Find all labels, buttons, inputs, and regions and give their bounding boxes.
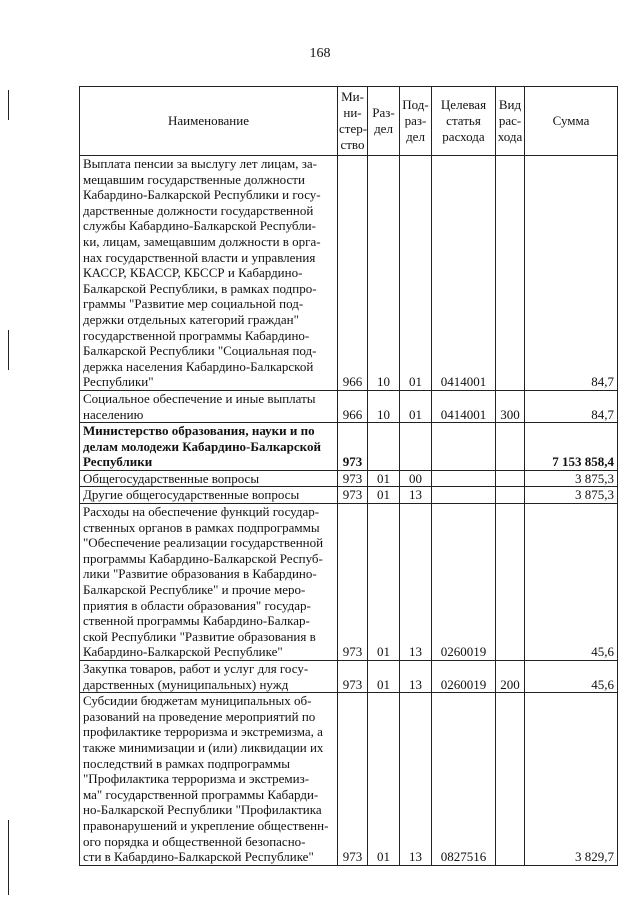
cell-section: 01 [368,504,400,661]
cell-name: Субсидии бюджетам муниципальных об- разований на проведение мероприятий по профилактике терроризма и экстремизма, а также минимизации и (или) ликвидации их последствий в рамках подпрограммы "Профилактика терроризма и экстремиз- ма" государственной программы Кабарди- но-Балкарской Республики "Профилактика правонарушений и укрепление общественн- ого порядка и общественной безопасно- сти в Кабардино-Балкарской Республике" [80,693,338,866]
header-section: Раз- дел [368,87,400,156]
cell-target [432,487,496,504]
header-subsection: Под- раз- дел [400,87,432,156]
cell-target [432,423,496,471]
table-body [80,156,618,866]
cell-sum: 84,7 [525,390,618,422]
cell-target: 0414001 [432,156,496,391]
margin-mark [8,820,9,895]
cell-name: Общегосударственные вопросы [80,470,338,487]
cell-subsection: 13 [400,661,432,693]
cell-ministry: 966 [338,390,368,422]
cell-target: 0260019 [432,661,496,693]
table-row [80,390,618,422]
cell-ministry: 973 [338,470,368,487]
cell-sum: 45,6 [525,504,618,661]
cell-section: 01 [368,661,400,693]
cell-ministry: 966 [338,156,368,391]
cell-section: 10 [368,390,400,422]
cell-section [368,423,400,471]
cell-name: Министерство образования, науки и по делам молодежи Кабардино-Балкарской Республики [80,423,338,471]
cell-subsection: 00 [400,470,432,487]
header-expense-type: Вид рас- хода [496,87,525,156]
page-number: 168 [309,46,331,61]
cell-sum: 3 875,3 [525,470,618,487]
cell-section: 01 [368,487,400,504]
cell-name: Закупка товаров, работ и услуг для госу- дарственных (муниципальных) нужд [80,661,338,693]
cell-ministry: 973 [338,661,368,693]
table-row [80,423,618,471]
margin-mark [8,90,9,120]
header-target: Целевая статья расхода [432,87,496,156]
cell-sum: 3 829,7 [525,693,618,866]
table-row [80,156,618,391]
cell-target: 0260019 [432,504,496,661]
table-row [80,504,618,661]
cell-expense-type [496,156,525,391]
cell-target: 0827516 [432,693,496,866]
cell-expense-type [496,470,525,487]
table-row [80,661,618,693]
table-row [80,693,618,866]
cell-expense-type [496,693,525,866]
table-row [80,470,618,487]
header-sum: Сумма [525,87,618,156]
cell-target [432,470,496,487]
table-row [80,487,618,504]
cell-subsection: 13 [400,693,432,866]
cell-name: Выплата пенсии за выслугу лет лицам, за- мещавшим государственные должности Кабардино-Балкарской Республики и госу- дарственные должности государственной службы Кабардино-Балкарской Республи- ки, лицам, замещавшим должности в орга- нах государственной власти и управления КАССР, КБАССР, КБССР и Кабардино- Балкарской Республики, в рамках подпро- граммы "Развитие мер социальной под- держки отдельных категорий граждан" государственной программы Кабардино- Балкарской Республики "Социальная под- держка населения Кабардино-Балкарской Республики" [80,156,338,391]
cell-ministry: 973 [338,423,368,471]
cell-subsection: 01 [400,390,432,422]
cell-expense-type: 200 [496,661,525,693]
cell-name: Социальное обеспечение и иные выплаты населению [80,390,338,422]
margin-mark [8,330,9,370]
table-header-row [80,87,618,156]
cell-name: Расходы на обеспечение функций государ- ственных органов в рамках подпрограммы "Обеспечение реализации государственной программы Кабардино-Балкарской Респуб- лики "Развитие образования в Кабардино- Балкарской Республике" и прочие меро- приятия в области образования" государ- ственной программы Кабардино-Балкар- ской Республики "Развитие образования в Кабардино-Балкарской Республике" [80,504,338,661]
cell-subsection: 13 [400,504,432,661]
cell-subsection: 01 [400,156,432,391]
cell-expense-type [496,423,525,471]
cell-target: 0414001 [432,390,496,422]
header-name: Наименование [80,87,338,156]
cell-sum: 7 153 858,4 [525,423,618,471]
cell-subsection [400,423,432,471]
cell-sum: 45,6 [525,661,618,693]
cell-section: 01 [368,693,400,866]
cell-section: 10 [368,156,400,391]
cell-sum: 3 875,3 [525,487,618,504]
cell-section: 01 [368,470,400,487]
budget-table [79,86,618,866]
cell-expense-type [496,487,525,504]
cell-ministry: 973 [338,487,368,504]
cell-name: Другие общегосударственные вопросы [80,487,338,504]
cell-expense-type [496,504,525,661]
cell-subsection: 13 [400,487,432,504]
cell-sum: 84,7 [525,156,618,391]
cell-ministry: 973 [338,504,368,661]
cell-ministry: 973 [338,693,368,866]
header-ministry: Ми- ни- стер- ство [338,87,368,156]
cell-expense-type: 300 [496,390,525,422]
